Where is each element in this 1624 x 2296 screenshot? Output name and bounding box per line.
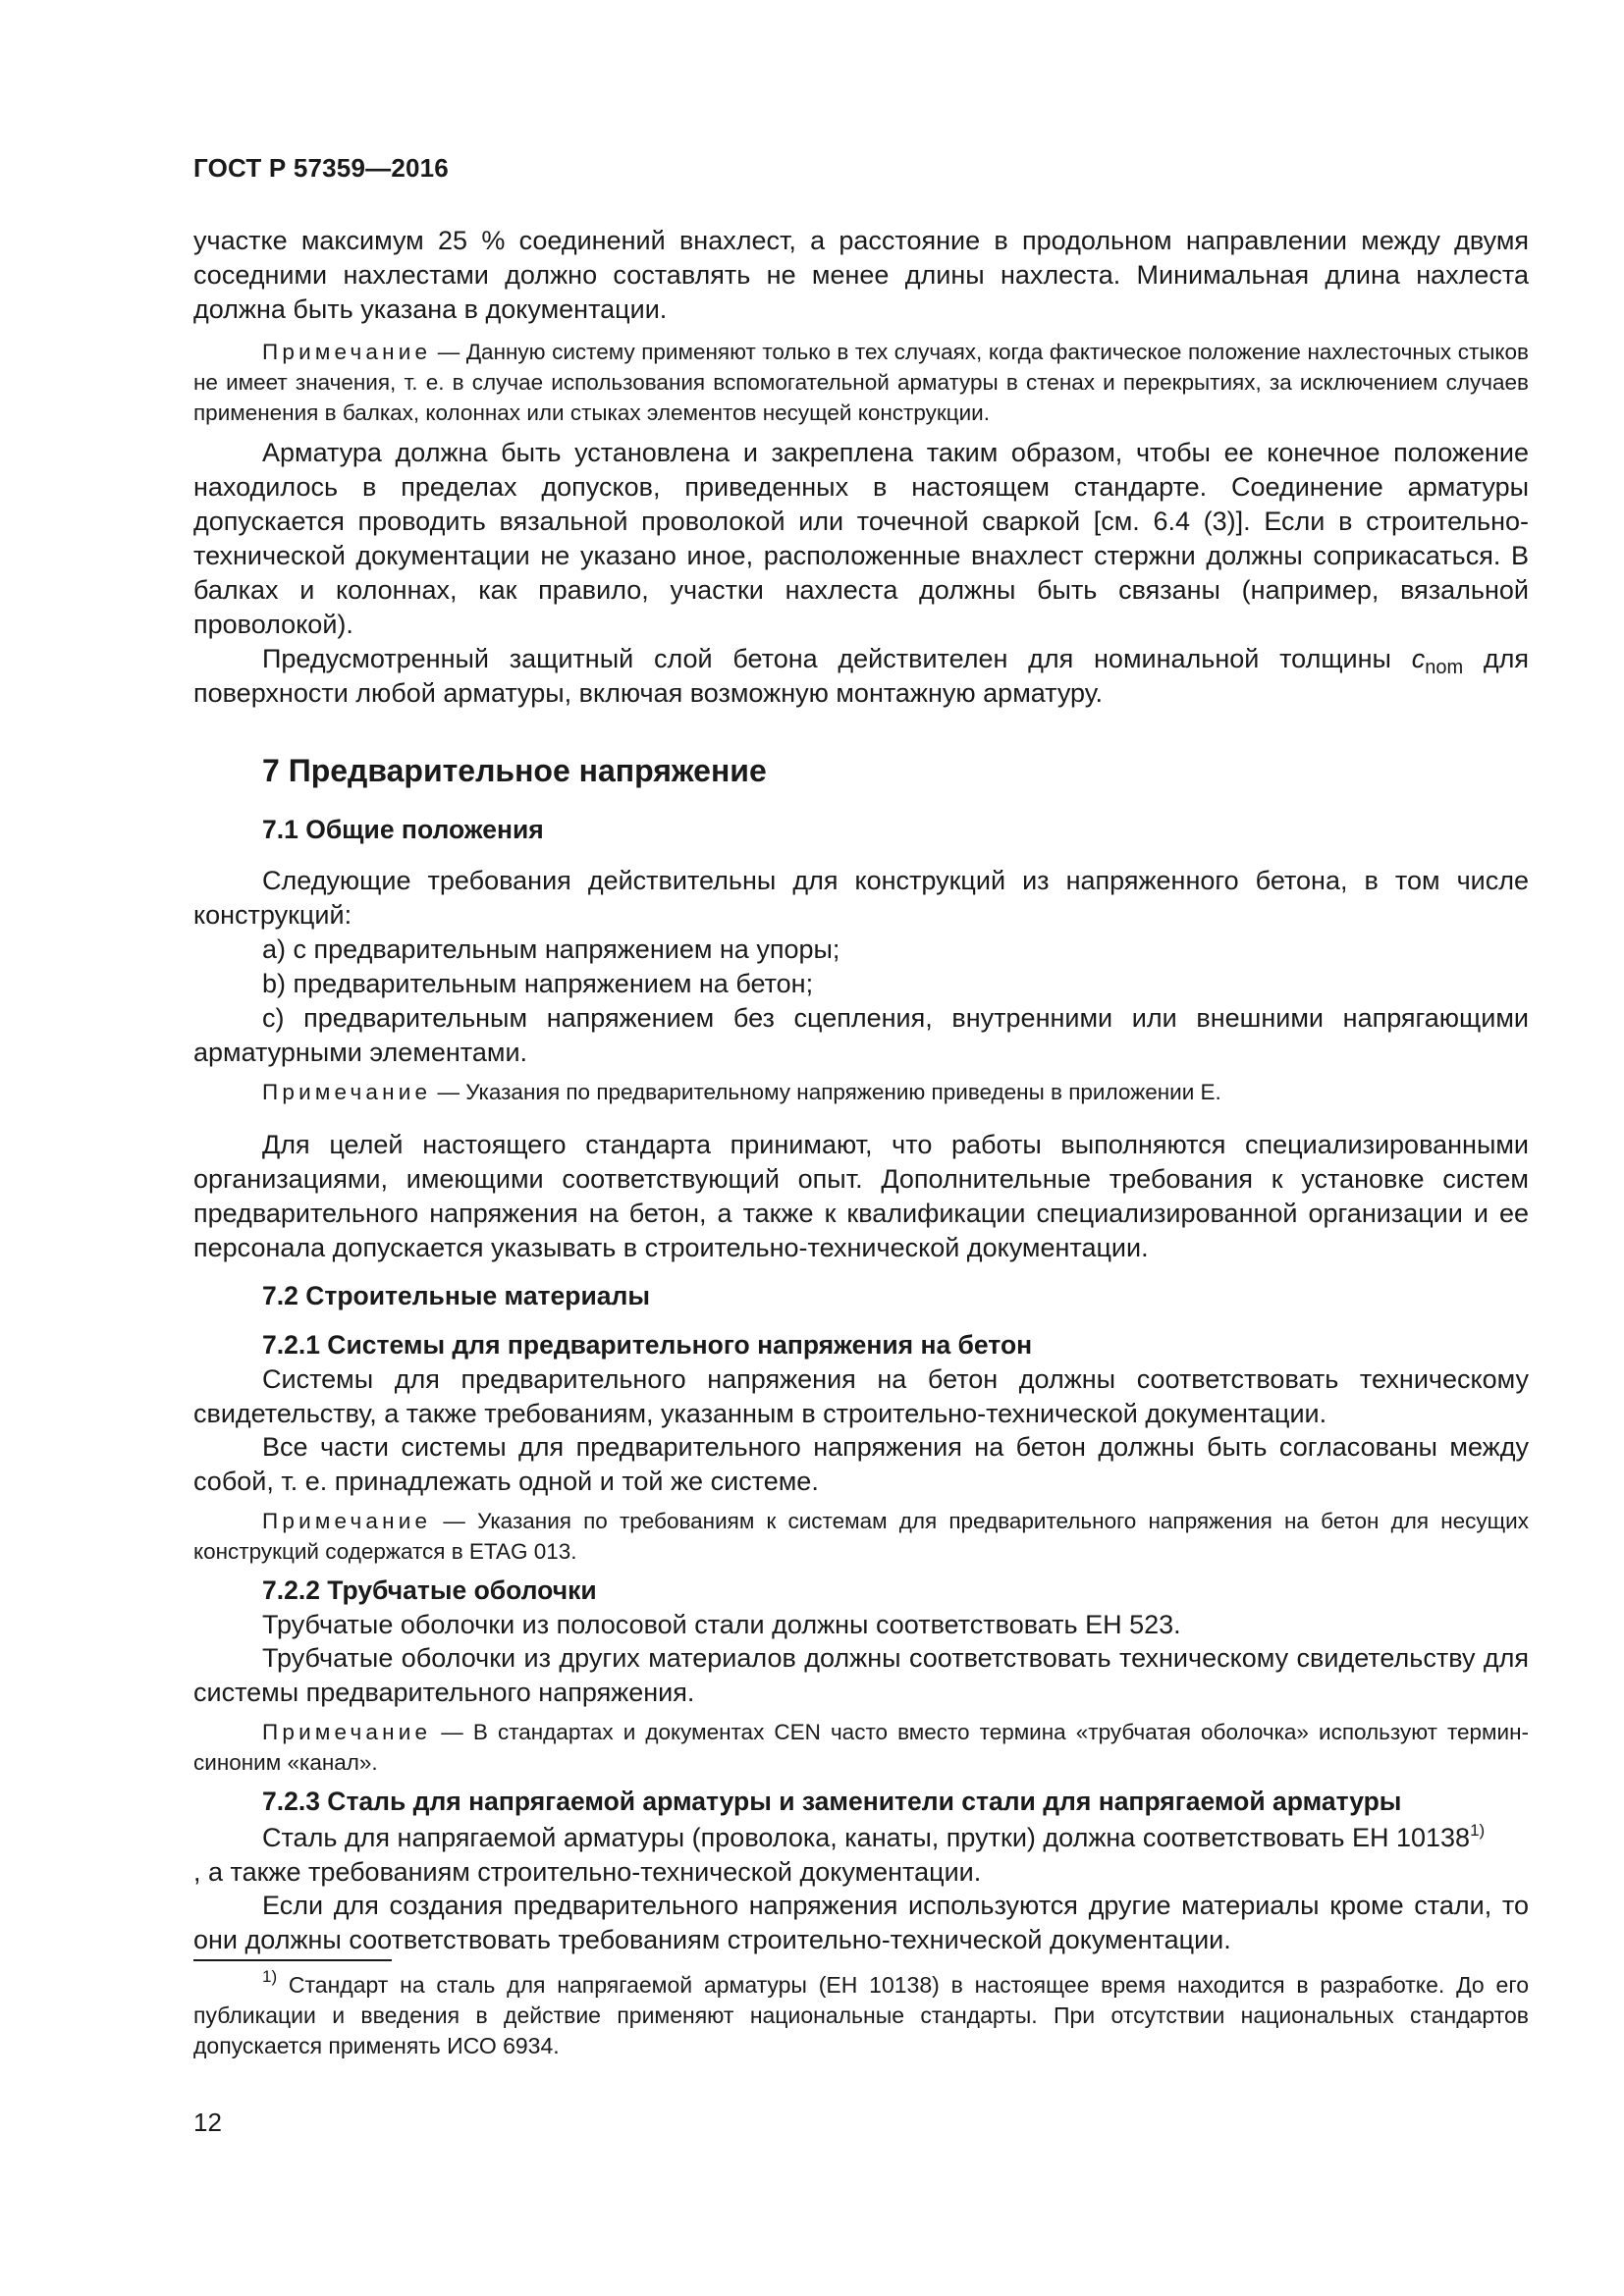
note-label: Примечание bbox=[262, 1080, 432, 1104]
footnote-text: Стандарт на сталь для напрягаемой арматуры (ЕН 10138) в настоящее время находится в разработке. До его публикации и введения в действие применяют национальные стандарты. При отсутствии национальных стандартов допускается применять ИСО 6934. bbox=[193, 1972, 1529, 2058]
section-7-2-2-title: 7.2.2 Трубчатые оболочки bbox=[262, 1575, 597, 1605]
section-7-2-3-p2: Если для создания предварительного напряжения используются другие материалы кроме стали, то они должны соответствовать требованиям строительно-технической документации. bbox=[193, 1891, 1529, 1954]
paragraph-cover: Предусмотренный защитный слой бетона действителен для номинальной толщины $c_{nom}$ для поверхности любой арматуры, включая возможную монтажную арматуру. bbox=[193, 644, 1529, 708]
section-7-2-title: 7.2 Строительные материалы bbox=[262, 1281, 650, 1310]
footnote-mark: 1) bbox=[262, 1967, 278, 1986]
section-7-2-1-p1: Системы для предварительного напряжения на бетон должны соответствовать техническому свидетельству, а также требованиям, указанным в строительно-технической документации. bbox=[193, 1364, 1529, 1428]
paragraph-continuation: участке максимум 25 % соединений внахлест, а расстояние в продольном направлении между двумя соседними нахлестами должно составлять не менее длины нахлеста. Минимальная длина нахлеста должна быть указана в документации. bbox=[193, 226, 1529, 324]
note-7-2-1 bbox=[193, 1506, 1529, 1567]
section-7-2-3-p1: Сталь для напрягаемой арматуры (проволока, канаты, прутки) должна соответствовать ЕН 10138$^{1)}$ , а также требованиям строительно-технической документации. bbox=[193, 1821, 1486, 1887]
paragraph-reinforcement: Арматура должна быть установлена и закреплена таким образом, чтобы ее конечное положение находилось в пределах допусков, приведенных в настоящем стандарте. Соединение арматуры допускается проводить вязальной проволокой или точечной сваркой [см. 6.4 (3)]. Если в строительно-технической документации не указано иное, расположенные внахлест стержни должны соприкасаться. В балках и колоннах, как правило, участки нахлеста должны быть связаны (например, вязальной проволокой). bbox=[193, 438, 1529, 639]
note-7-1 bbox=[193, 1077, 1529, 1107]
list-item-b: b) предварительным напряжением на бетон; bbox=[262, 969, 814, 998]
footnote-divider bbox=[193, 1959, 392, 1961]
note-label: Примечание bbox=[262, 1509, 432, 1533]
note-7-2-2 bbox=[193, 1717, 1529, 1778]
section-7-2-2-p1: Трубчатые оболочки из полосовой стали должны соответствовать ЕН 523. bbox=[262, 1610, 1181, 1639]
footnote-1 bbox=[193, 1967, 1529, 2061]
note-label: Примечание bbox=[262, 340, 432, 364]
section-7-1-paragraph: Для целей настоящего стандарта принимают, что работы выполняются специализированными организациями, имеющими соответствующий опыт. Дополнительные требования к установке систем предварительного напряжения на бетон, а также к квалификации специализированной организации и ее персонала допускается указывать в строительно-технической документации. bbox=[193, 1130, 1529, 1262]
note-1 bbox=[193, 337, 1529, 428]
section-7-2-2-p2: Трубчатые оболочки из других материалов должны соответствовать техническому свидетельству для системы предварительного напряжения. bbox=[193, 1643, 1529, 1707]
footnote-ref: 1) bbox=[1470, 1821, 1486, 1840]
section-7-1-intro: Следующие требования действительны для конструкций из напряженного бетона, в том числе конструкций: bbox=[193, 866, 1529, 930]
note-text: — В стандартах и документах CEN часто вместо термина «трубчатая оболочка» используют термин-синоним «канал». bbox=[193, 1720, 1529, 1775]
document-header: ГОСТ Р 57359—2016 bbox=[193, 153, 449, 183]
page-number: 12 bbox=[193, 2108, 222, 2137]
section-7-2-1-title: 7.2.1 Системы для предварительного напряжения на бетон bbox=[262, 1330, 1033, 1360]
note-text: — Указания по требованиям к системам для предварительного напряжения на бетон для несущих конструкций содержатся в ETAG 013. bbox=[193, 1509, 1529, 1564]
c-nom-subscript: nom bbox=[1425, 657, 1464, 678]
c-nom-symbol: c bbox=[1411, 644, 1426, 673]
list-item-c: c) предварительным напряжением без сцепления, внутренними или внешними напрягающими арматурными элементами. bbox=[193, 1003, 1529, 1067]
section-7-2-1-p2: Все части системы для предварительного напряжения на бетон должны быть согласованы между собой, т. е. принадлежать одной и той же системе. bbox=[193, 1432, 1529, 1496]
note-text: — Указания по предварительному напряжению приведены в приложении Е. bbox=[431, 1080, 1221, 1104]
section-7-1-title: 7.1 Общие положения bbox=[262, 815, 544, 844]
note-text: — Данную систему применяют только в тех случаях, когда фактическое положение нахлесточных стыков не имеет значения, т. е. в случае использования вспомогательной арматуры в стенах и перекрытиях, за исключением случаев применения в балках, колоннах или стыках элементов несущей конструкции. bbox=[193, 340, 1529, 425]
section-7-title: 7 Предварительное напряжение bbox=[262, 753, 767, 788]
note-label: Примечание bbox=[262, 1720, 432, 1744]
list-item-a: a) с предварительным напряжением на упоры; bbox=[262, 934, 840, 964]
section-7-2-3-title: 7.2.3 Сталь для напрягаемой арматуры и заменители стали для напрягаемой арматуры bbox=[262, 1787, 1402, 1816]
